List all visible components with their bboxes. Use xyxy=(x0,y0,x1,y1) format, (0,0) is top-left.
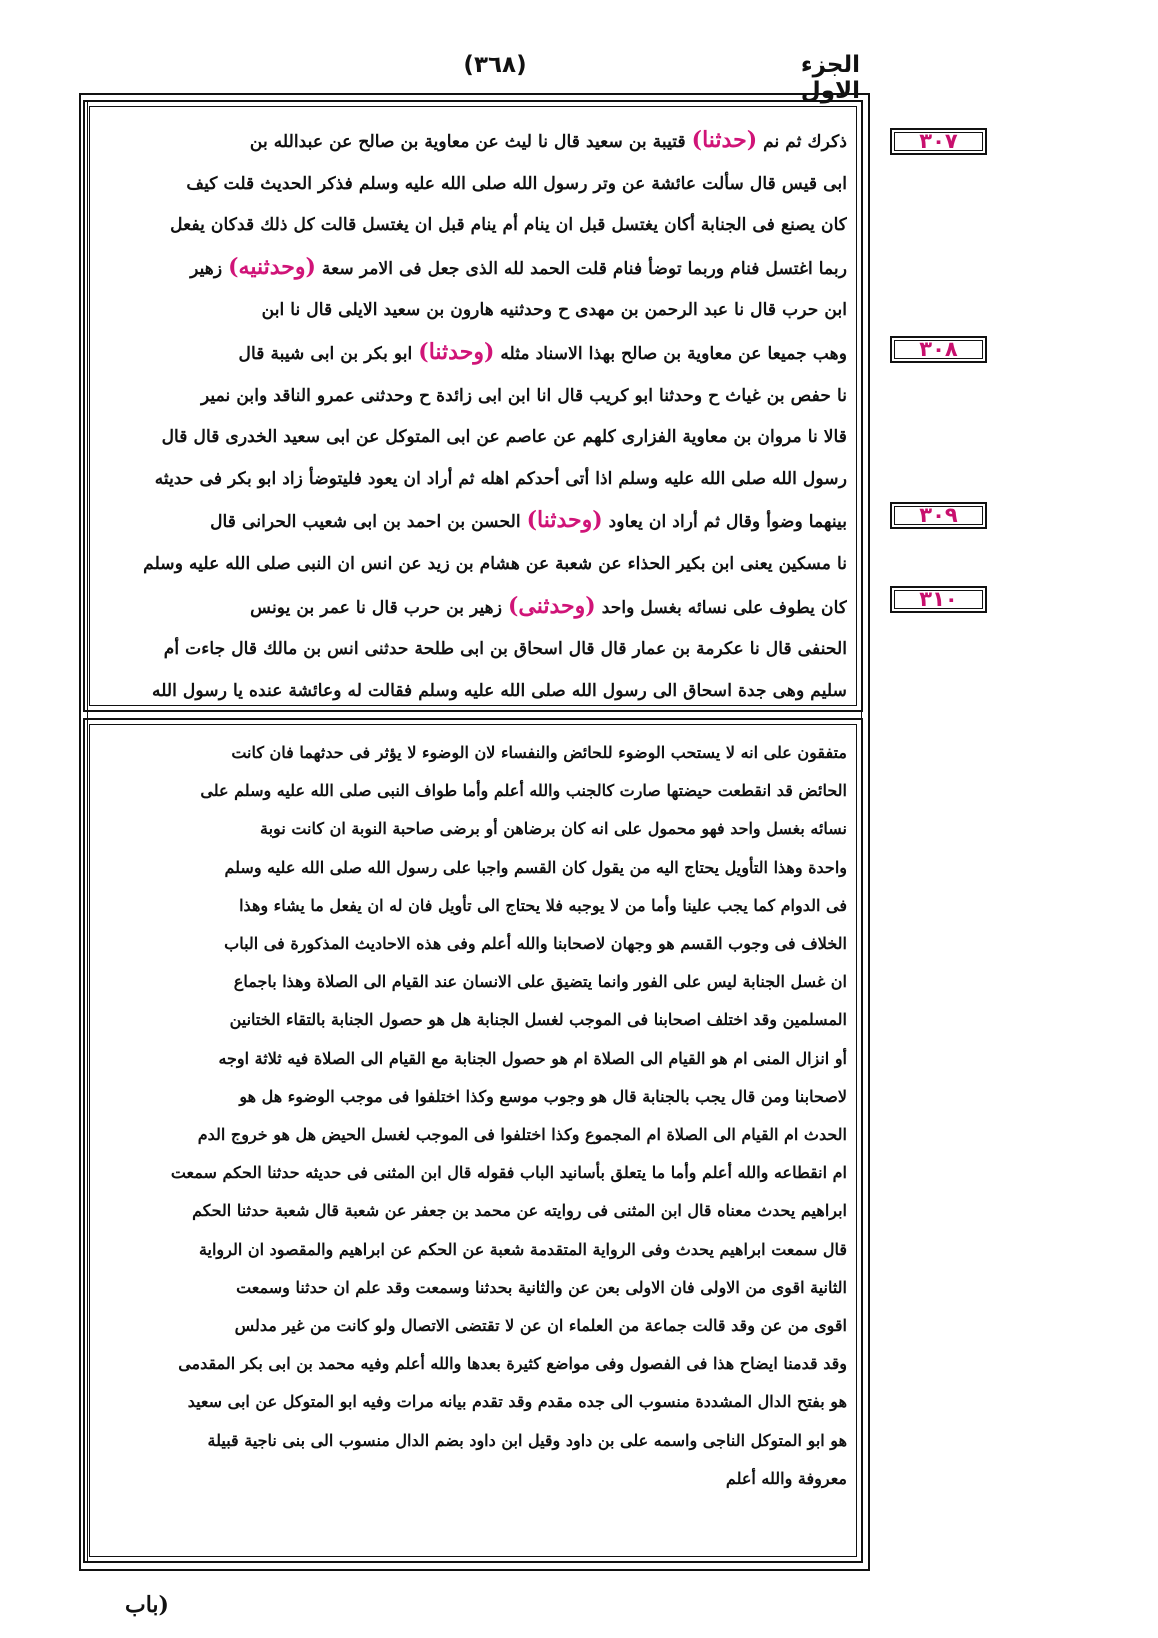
narration-marker: (وحدثنيه) xyxy=(228,253,316,280)
text-line: ابى قيس قال سألت عائشة عن وتر رسول الله صلى الله عليه وسلم فذكر الحديث قلت كيف xyxy=(186,173,847,194)
text-line: كان يصنع فى الجنابة أكان يغتسل قبل ان ينام أم ينام قبل ان يغتسل قالت كل ذلك قدكان يفعل xyxy=(170,215,847,236)
commentary-line: هو ابو المتوكل الناجى واسمه على بن داود وقيل ابن داود بضم الدال منسوب الى بنى ناجية قبيلة xyxy=(207,1430,847,1450)
commentary-text xyxy=(103,734,847,1498)
hadith-text xyxy=(103,120,847,712)
text-line: كان يطوف على نسائه بغسل واحد (وحدثنى) زهير بن حرب قال نا عمر بن يونس xyxy=(250,592,847,619)
commentary-box xyxy=(83,718,863,1563)
text-line: رسول الله صلى الله عليه وسلم اذا أتى أحدكم اهله ثم أراد ان يعود فليتوضأ زاد ابو بكر فى حديثه xyxy=(154,468,847,489)
commentary-line: الخلاف فى وجوب القسم هو وجهان لاصحابنا والله أعلم وفى هذه الاحاديث المذكورة فى الباب xyxy=(224,934,847,954)
text-line: الحنفى قال نا عكرمة بن عمار قال قال اسحاق بن ابى طلحة حدثنى انس بن مالك قال جاءت أم xyxy=(163,639,847,660)
hadith-number-309: ٣٠٩ xyxy=(890,502,987,529)
commentary-line: الحائض قد انقطعت حيضتها صارت كالجنب والله أعلم وأما طواف النبى صلى الله عليه وسلم على xyxy=(200,781,847,801)
commentary-line: معروفة والله أعلم xyxy=(725,1468,847,1488)
commentary-line: واحدة وهذا التأويل يحتاج اليه من يقول كان القسم واجبا على رسول الله صلى الله عليه وسلم xyxy=(224,857,847,877)
commentary-line: أو انزال المنى ام هو القيام الى الصلاة ام هو حصول الجنابة مع القيام الى الصلاة فيه ثلاثة اوجه xyxy=(218,1048,847,1068)
commentary-line: هو بفتح الدال المشددة منسوب الى جده مقدم وقد تقدم بيانه مرات وفيه ابو المتوكل عن ابى سعيد xyxy=(187,1392,847,1412)
commentary-line: ان غسل الجنابة ليس على الفور وانما يتضيق على الانسان عند القيام الى الصلاة وهذا باجماع xyxy=(233,972,847,992)
commentary-line: فى الدوام كما يجب علينا وأما من لا يوجبه فلا يحتاج الى تأويل فان له ان يفعل ما يشاء وهذا xyxy=(239,895,847,915)
commentary-line: قال سمعت ابراهيم يحدث وفى الرواية المتقدمة شعبة عن الحكم عن ابراهيم والمقصود ان الرواية xyxy=(198,1239,847,1259)
commentary-line: ام انقطاعه والله أعلم وأما ما يتعلق بأسانيد الباب فقوله قال ابن المثنى فى حديثه حدثنا الحكم سمعت xyxy=(170,1163,847,1183)
commentary-line: لاصحابنا ومن قال يجب بالجنابة قال هو وجوب موسع وكذا اختلفوا فى موجب الوضوء هل هو xyxy=(239,1086,847,1106)
running-header-part: الجزء الاول xyxy=(800,52,860,104)
commentary-line: وقد قدمنا ايضاح هذا فى الفصول وفى مواضع كثيرة بعدها والله أعلم وفيه محمد بن ابى بكر المقدمى xyxy=(178,1354,847,1374)
text-line: وهب جميعا عن معاوية بن صالح بهذا الاسناد مثله (وحدثنا) ابو بكر بن ابى شيبة قال xyxy=(238,338,847,365)
text-line: نا حفص بن غياث ح وحدثنا ابو كريب قال انا ابن ابى زائدة ح وحدثنى عمرو الناقد وابن نمير xyxy=(200,385,847,406)
hadith-text-box xyxy=(83,100,863,712)
commentary-line: الحدث ام القيام الى الصلاة ام المجموع وكذا اختلفوا فى الموجب لغسل الحيض هل هو خروج الدم xyxy=(197,1125,847,1145)
hadith-number-308: ٣٠٨ xyxy=(890,336,987,363)
page-number: (٣٦٨) xyxy=(463,52,527,78)
hadith-number-307: ٣٠٧ xyxy=(890,128,987,155)
text-line: سليم وهى جدة اسحاق الى رسول الله صلى الله عليه وسلم فقالت له وعائشة عنده يا رسول الله xyxy=(152,680,847,701)
text-line: ابن حرب قال نا عبد الرحمن بن مهدى ح وحدثنيه هارون بن سعيد الايلى قال نا ابن xyxy=(261,300,847,321)
text-line: بينهما وضوأ وقال ثم أراد ان يعاود (وحدثنا) الحسن بن احمد بن ابى شعيب الحرانى قال xyxy=(210,507,847,534)
text-line: ربما اغتسل فنام وربما توضأ فنام قلت الحمد لله الذى جعل فى الامر سعة (وحدثنيه) زهير xyxy=(190,253,847,280)
text-line: قالا نا مروان بن معاوية الفزارى كلهم عن عاصم عن ابى المتوكل عن ابى سعيد الخدرى قال قال xyxy=(161,427,847,448)
commentary-line: المسلمين وقد اختلف اصحابنا فى الموجب لغسل الجنابة هل هو حصول الجنابة بالتقاء الختانين xyxy=(229,1010,847,1030)
narration-marker: (حدثنا) xyxy=(691,127,758,153)
text-line: نا مسكين يعنى ابن بكير الحذاء عن شعبة عن هشام بن زيد عن انس ان النبى صلى الله عليه وسلم xyxy=(143,553,847,574)
commentary-line: الثانية اقوى من الاولى فان الاولى بعن عن والثانية بحدثنا وسمعت وقد علم ان حدثنا وسمعت xyxy=(236,1277,847,1297)
catchword: (باب xyxy=(125,1592,169,1618)
commentary-line: اقوى من عن وقد قالت جماعة من العلماء ان عن لا تقتضى الاتصال ولو كانت من غير مدلس xyxy=(234,1316,847,1336)
commentary-line: نسائه بغسل واحد فهو محمول على انه كان برضاهن أو برضى صاحبة النوبة ان كانت نوبة xyxy=(260,819,847,839)
narration-marker: (وحدثنا) xyxy=(526,507,603,534)
hadith-number-310: ٣١٠ xyxy=(890,586,987,613)
commentary-line: متفقون على انه لا يستحب الوضوء للحائض والنفساء لان الوضوء لا يؤثر فى حدثهما فان كانت xyxy=(231,743,847,762)
commentary-line: ابراهيم يحدث معناه قال ابن المثنى فى روايته عن محمد بن جعفر عن شعبة قال شعبة حدثنا الحكم xyxy=(192,1201,847,1221)
narration-marker: (وحدثنى) xyxy=(508,592,596,619)
text-line: ذكرك ثم نم (حدثنا) قتيبة بن سعيد قال نا ليث عن معاوية بن صالح عن عبدالله بن xyxy=(249,127,847,153)
narration-marker: (وحدثنا) xyxy=(418,338,495,365)
